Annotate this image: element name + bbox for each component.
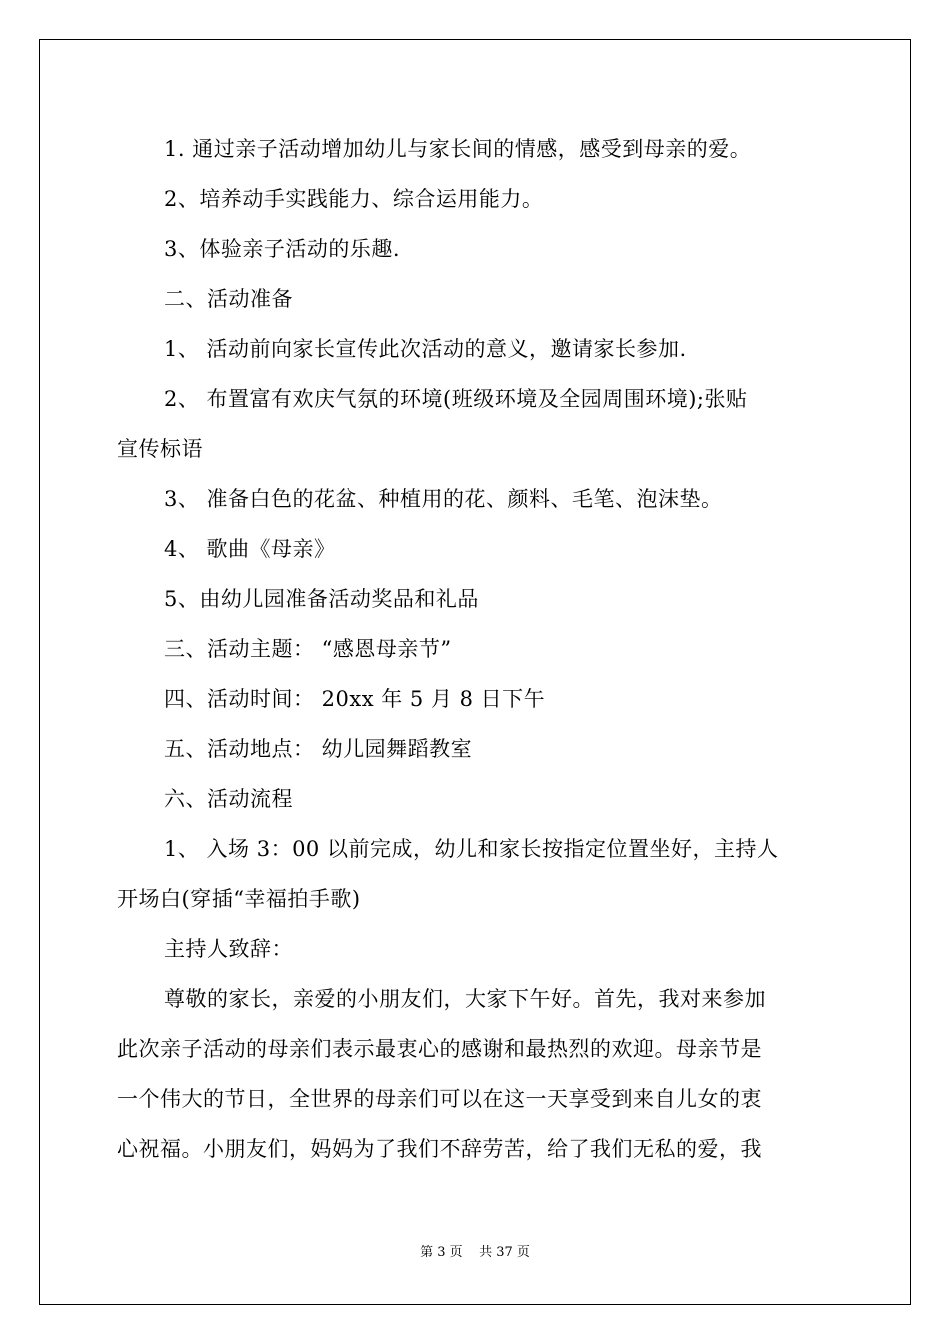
text-line: 开场白(穿插“幸福拍手歌) <box>117 887 361 911</box>
section-heading: 三、活动主题： “感恩母亲节” <box>164 637 452 661</box>
paragraph-line: 心祝福。小朋友们，妈妈为了我们不辞劳苦，给了我们无私的爱，我 <box>117 1137 762 1161</box>
text-line: 2、 布置富有欢庆气氛的环境(班级环境及全园周围环境);张贴 <box>164 387 748 411</box>
section-heading: 四、活动时间： 20xx 年 5 月 8 日下午 <box>164 687 546 711</box>
text-line: 5、由幼儿园准备活动奖品和礼品 <box>164 587 479 611</box>
paragraph-line: 一个伟大的节日，全世界的母亲们可以在这一天享受到来自儿女的衷 <box>117 1087 762 1111</box>
paragraph-line: 尊敬的家长，亲爱的小朋友们，大家下午好。首先，我对来参加 <box>164 987 766 1011</box>
text-line: 1、 入场 3：00 以前完成，幼儿和家长按指定位置坐好，主持人 <box>164 837 779 861</box>
text-line: 3、 准备白色的花盆、种植用的花、颜料、毛笔、泡沫垫。 <box>164 487 723 511</box>
text-line: 1. 通过亲子活动增加幼儿与家长间的情感，感受到母亲的爱。 <box>164 137 752 161</box>
text-line: 主持人致辞： <box>164 937 293 961</box>
section-heading: 六、活动流程 <box>164 787 293 811</box>
text-line: 宣传标语 <box>117 437 203 461</box>
section-heading: 二、活动准备 <box>164 287 293 311</box>
page-border <box>39 39 911 1305</box>
paragraph-line: 此次亲子活动的母亲们表示最衷心的感谢和最热烈的欢迎。母亲节是 <box>117 1037 762 1061</box>
text-line: 2、培养动手实践能力、综合运用能力。 <box>164 187 544 211</box>
page-footer <box>0 1244 950 1262</box>
text-line: 4、 歌曲《母亲》 <box>164 537 336 561</box>
section-heading: 五、活动地点： 幼儿园舞蹈教室 <box>164 737 473 761</box>
text-line: 3、体验亲子活动的乐趣. <box>164 237 401 261</box>
text-line: 1、 活动前向家长宣传此次活动的意义，邀请家长参加. <box>164 337 687 361</box>
page-number: 第 3 页 共 37 页 <box>420 1245 530 1260</box>
